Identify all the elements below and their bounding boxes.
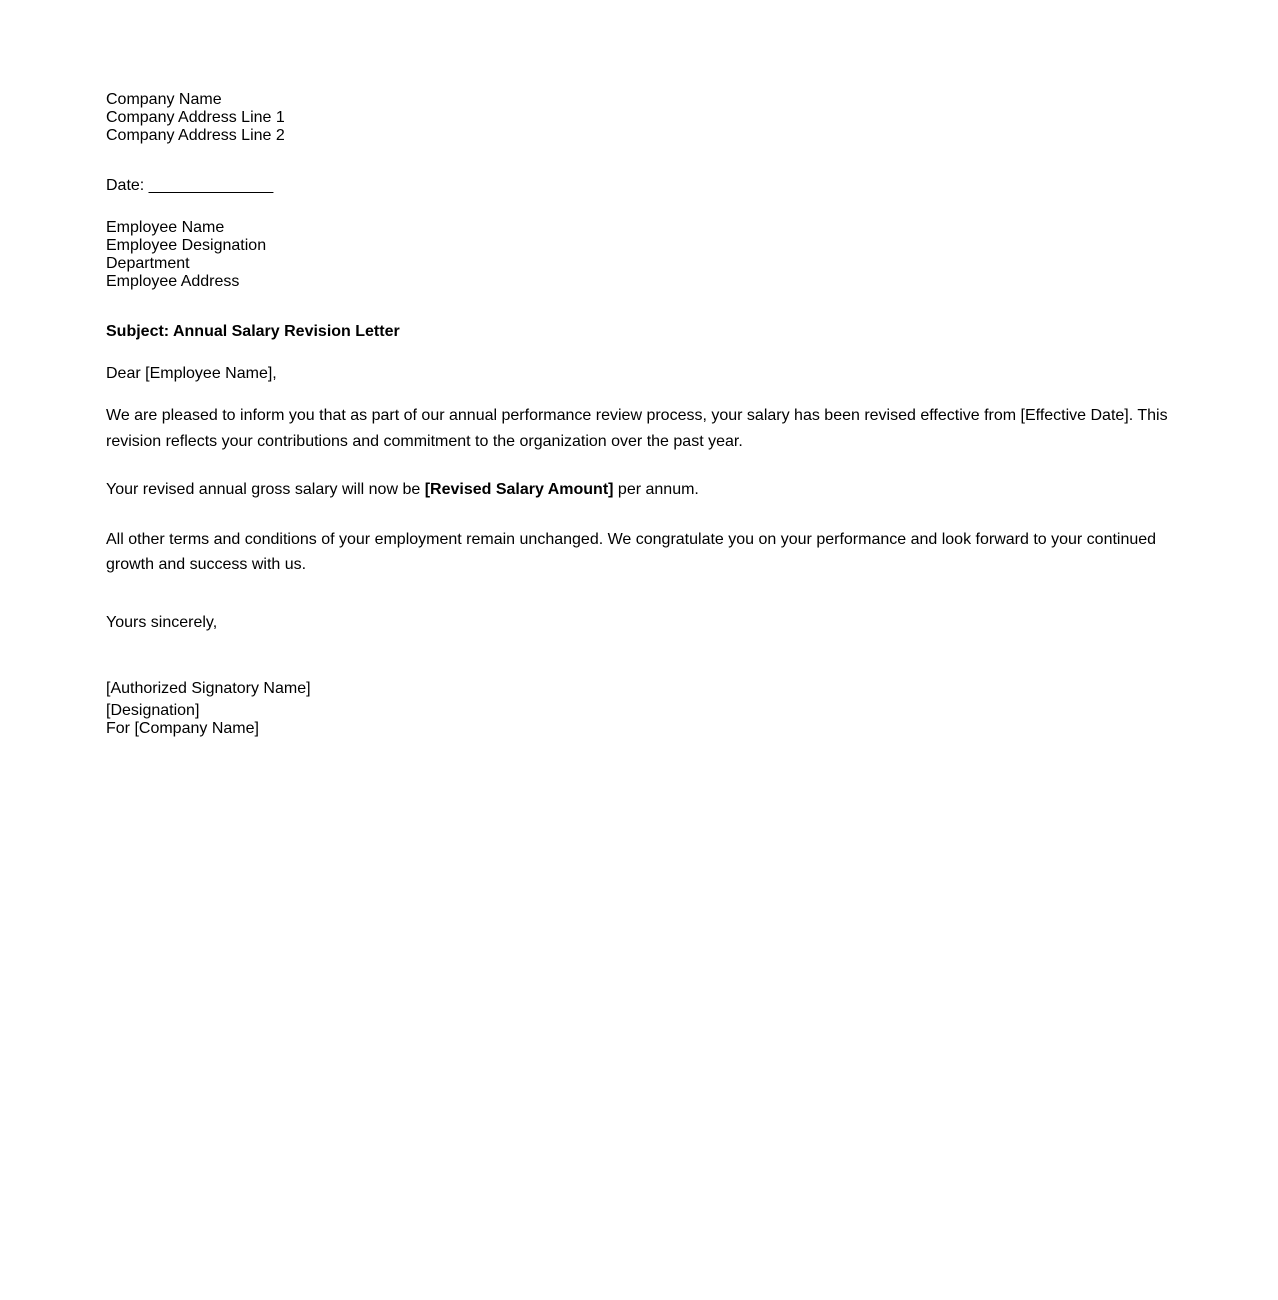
letter-page <box>106 91 1186 738</box>
body-paragraph-3: All other terms and conditions of your employment remain unchanged. We congratulate you on your performance and look forward to your continued growth and success with us. <box>106 530 1157 573</box>
salutation: Dear [Employee Name], <box>106 365 277 382</box>
paragraph-2-text-after: per annum. <box>613 481 699 498</box>
company-name: Company Name <box>106 91 222 108</box>
signatory-designation: [Designation] <box>106 701 200 719</box>
subject-line: Subject: Annual Salary Revision Letter <box>106 323 400 340</box>
company-address-line-1: Company Address Line 1 <box>106 109 285 126</box>
closing: Yours sincerely, <box>106 613 218 631</box>
body-paragraph-2 <box>106 477 1186 503</box>
signatory-name: [Authorized Signatory Name] <box>106 679 311 697</box>
employee-details <box>106 219 1186 291</box>
revised-salary-amount: [Revised Salary Amount] <box>424 481 614 498</box>
employee-name: Employee Name <box>106 219 225 236</box>
body-paragraph-1: We are pleased to inform you that as part of our annual performance review process, your salary has been revised effective from [Effective Date]. This revision reflects your contributions and commitment to the organization over the past year. <box>106 407 1168 450</box>
signatory-company: For [Company Name] <box>106 719 259 737</box>
date-line: Date: ______________ <box>106 177 274 194</box>
employee-designation: Employee Designation <box>106 237 267 254</box>
paragraph-2-text-before: Your revised annual gross salary will now be <box>106 481 425 498</box>
signatory-details <box>106 702 1186 738</box>
employee-address: Employee Address <box>106 273 240 290</box>
employee-department: Department <box>106 255 190 272</box>
company-header <box>106 91 1186 145</box>
company-address-line-2: Company Address Line 2 <box>106 127 285 144</box>
